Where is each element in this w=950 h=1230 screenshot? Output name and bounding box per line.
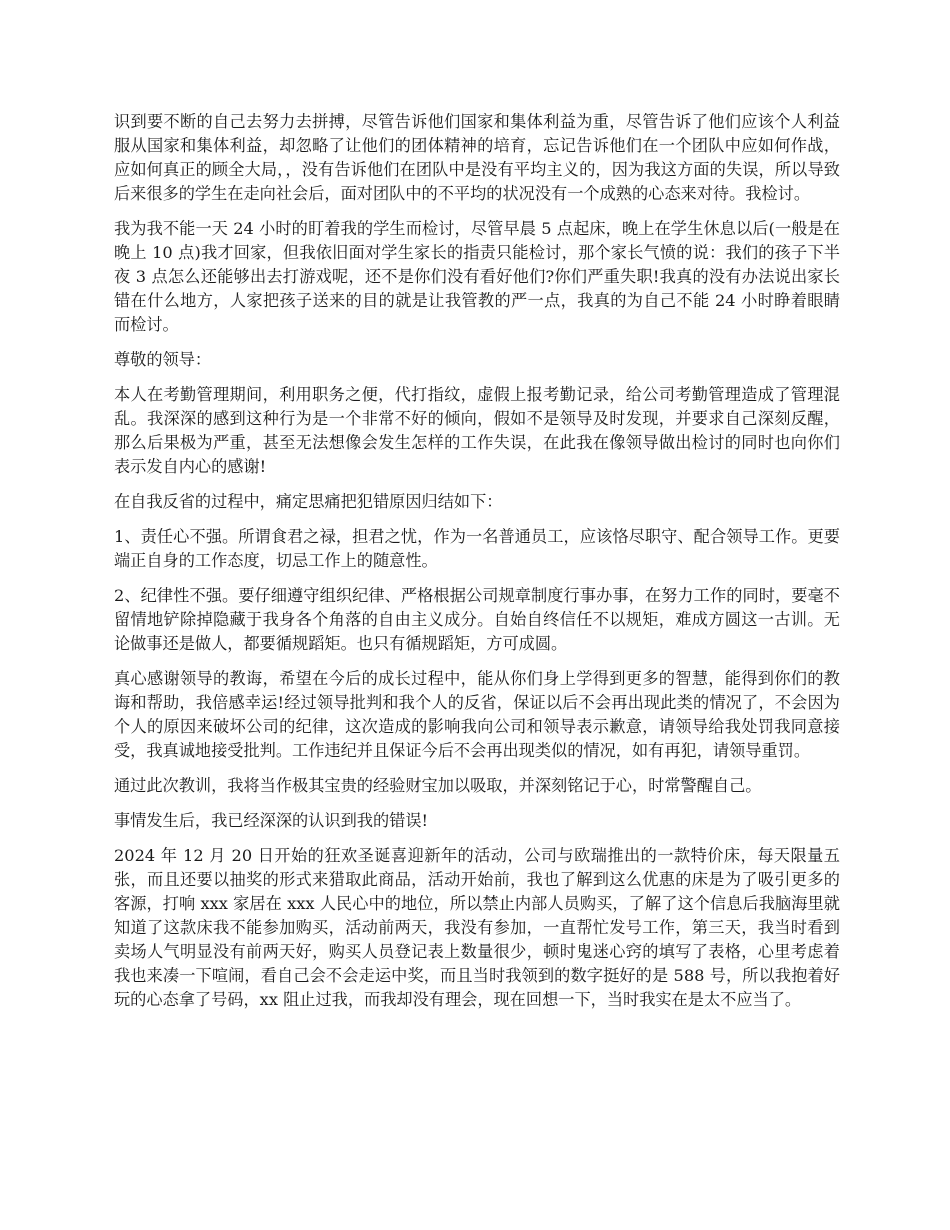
paragraph-reflection-intro: 在自我反省的过程中，痛定思痛把犯错原因归结如下： xyxy=(114,492,503,511)
paragraph-gratitude: 真心感谢领导的教诲，希望在今后的成长过程中，能从你们身上学得到更多的智慧，能得到你们的教诲和帮助，我倍感幸运!经过领导批判和我个人的反省，保证以后不会再出现此类的情况了，不会因为个人的原因来破坏公司的纪律，这次造成的影响我向公司和领导表示歉意，请领导给我处罚我同意接受，我真诚地接受批判。工作违纪并且保证今后不会再出现类似的情况，如有再犯，请领导重罚。 xyxy=(114,669,840,760)
paragraph-realization: 事情发生后，我已经深深的认识到我的错误! xyxy=(114,811,429,830)
paragraph-salutation: 尊敬的领导： xyxy=(114,350,212,369)
paragraph-attendance-fraud: 本人在考勤管理期间，利用职务之便，代打指纹，虚假上报考勤记录，给公司考勤管理造成了管理混乱。我深深的感到这种行为是一个非常不好的倾向，假如不是领导及时发现，并要求自己深刻反醒，那么后果极为严重，甚至无法想像会发生怎样的工作失误，在此我在像领导做出检讨的同时也向你们表示发自内心的感谢! xyxy=(114,385,840,476)
document-body xyxy=(114,110,840,1023)
paragraph-24-hours: 我为我不能一天 24 小时的盯着我的学生而检讨，尽管早晨 5 点起床，晚上在学生休息以后(一般是在晚上 10 点)我才回家，但我依旧面对学生家长的指责只能检讨，那个家长气愤的说：我们的孩子下半夜 3 点怎么还能够出去打游戏呢，还不是你们没有看好他们?你们严重失职!我真的没有办法说出家长错在什么地方，人家把孩子送来的目的就是让我管教的严一点，我真的为自己不能 24 小时睁着眼睛而检讨。 xyxy=(114,219,840,334)
paragraph-team-spirit: 识到要不断的自己去努力去拼搏，尽管告诉他们国家和集体利益为重，尽管告诉了他们应该个人利益服从国家和集体利益，却忽略了让他们的团体精神的培育，忘记告诉他们在一个团队中应如何作战，应如何真正的顾全大局，，没有告诉他们在团队中是没有平均主义的，因为我这方面的失误，所以导致后来很多的学生在走向社会后，面对团队中的不平均的状况没有一个成熟的心态来对待。我检讨。 xyxy=(114,112,840,203)
paragraph-point-2: 2、纪律性不强。要仔细遵守组织纪律、严格根据公司规章制度行事办事，在努力工作的同时，要毫不留情地铲除掉隐藏于我身各个角落的自由主义成分。自始自终信任不以规矩，难成方圆这一古训。无论做事还是做人，都要循规蹈矩。也只有循规蹈矩，方可成圆。 xyxy=(114,586,840,653)
paragraph-christmas-event: 2024 年 12 月 20 日开始的狂欢圣诞喜迎新年的活动，公司与欧瑞推出的一款特价床，每天限量五张，而且还要以抽奖的形式来猎取此商品，活动开始前，我也了解到这么优惠的床是为了吸引更多的客源，打响 xxx 家居在 xxx 人民心中的地位，所以禁止内部人员购买，了解了这个信息后我脑海里就知道了这款床我不能参加购买，活动前两天，我没有参加，一直帮忙发号工作，第三天，我当时看到卖场人气明显没有前两天好，购买人员登记表上数量很少，顿时鬼迷心窍的填写了表格，心里考虑着我也来凑一下喧闹，看自己会不会走运中奖，而且当时我领到的数字挺好的是 588 号，所以我抱着好玩的心态拿了号码，xx 阻止过我，而我却没有理会，现在回想一下，当时我实在是太不应当了。 xyxy=(114,846,840,1009)
paragraph-point-1: 1、责任心不强。所谓食君之禄，担君之忧，作为一名普通员工，应该恪尽职守、配合领导工作。更要端正自身的工作态度，切忌工作上的随意性。 xyxy=(114,527,840,570)
paragraph-lesson: 通过此次教训，我将当作极其宝贵的经验财宝加以吸取，并深刻铭记于心，时常警醒自己。 xyxy=(114,776,762,795)
